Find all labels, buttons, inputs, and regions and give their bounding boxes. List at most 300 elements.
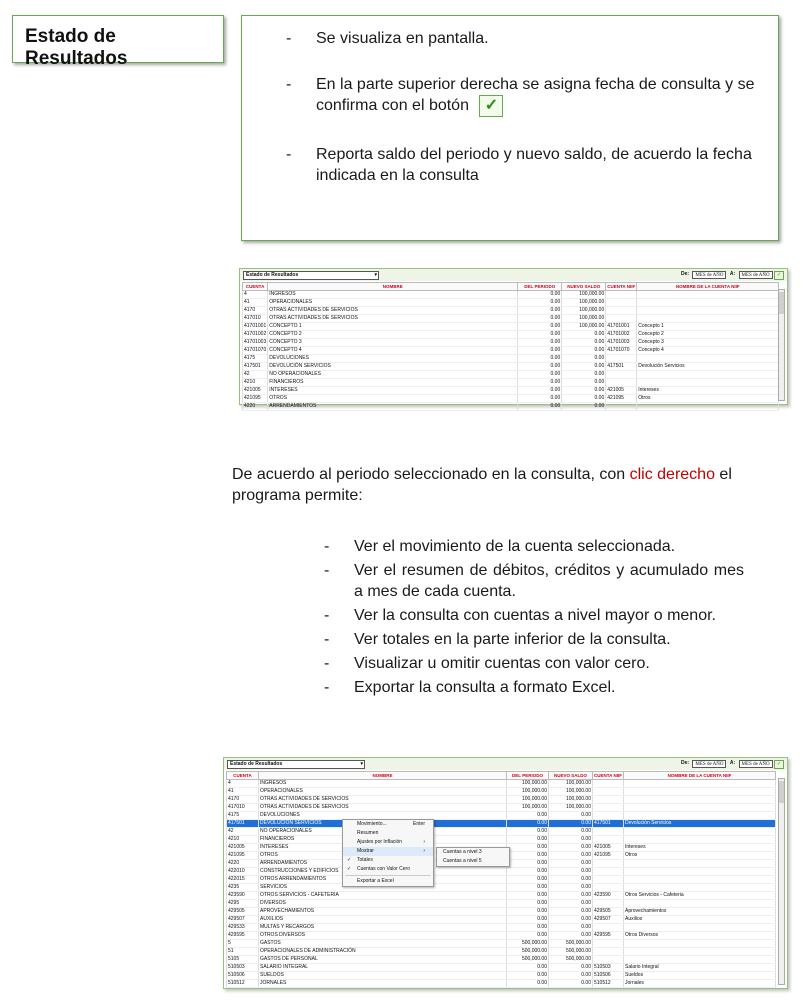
table-row[interactable] [227,892,776,900]
table-cell: 417010 [227,804,259,812]
table-cell: 0.00 [518,387,562,395]
table-row[interactable] [243,299,779,307]
table-cell: 0.00 [518,347,562,355]
table-cell: DEVOLUCIÓN SERVICIOS [259,820,507,828]
table-row[interactable] [227,804,776,812]
table-cell: OTROS [268,395,518,403]
table-row[interactable] [227,940,776,948]
table-cell: 429505 [593,908,624,916]
table-cell: OTROS DIVERSOS [259,932,507,940]
table-cell: 423590 [227,892,259,900]
table-cell: OTROS ARRENDAMIENTOS [259,876,507,884]
table-cell: MULTAS Y RECARGOS [259,924,507,932]
table-cell: 510506 [227,972,259,980]
table-cell [624,796,776,804]
table-cell: SERVICIOS [259,884,507,892]
table-cell: 0.00 [507,964,549,972]
table-cell [593,924,624,932]
table-row[interactable] [227,820,776,828]
table-cell: 0.00 [549,916,593,924]
feature-item: - Ver la consulta con cuentas a nivel mayor o menor. [324,607,716,624]
table-cell: 0.00 [549,892,593,900]
table-row[interactable] [227,964,776,972]
table-row[interactable] [243,331,779,339]
table-cell: CONCEPTO 3 [268,339,518,347]
table-cell: CONCEPTO 4 [268,347,518,355]
table-cell: 0.00 [549,884,593,892]
table-cell: Otros [624,852,776,860]
table-cell: 4170 [243,307,268,315]
table-cell: GASTOS DE PERSONAL [259,956,507,964]
date-to-input[interactable]: MES de AÑO [739,271,773,279]
table-cell: 0.00 [507,916,549,924]
table-cell: 429595 [593,932,624,940]
menu-mostrar[interactable]: Mostrar › [343,847,433,856]
table-row[interactable] [227,908,776,916]
table-row[interactable] [227,836,776,844]
table-cell [624,828,776,836]
table-cell: SALARIO INTEGRAL [259,964,507,972]
table-cell: 0.00 [507,900,549,908]
vertical-scrollbar[interactable] [778,289,785,401]
date-from-input[interactable]: MES de AÑO [692,760,726,768]
table-cell: CONCEPTO 2 [268,331,518,339]
table-cell: Intereses [637,387,779,395]
table-cell: 0.00 [562,387,606,395]
table-cell: Otros [637,395,779,403]
table-cell: 0.00 [562,403,606,411]
table-cell [593,860,624,868]
table-cell: JORNALES [259,980,507,988]
table-cell: 417501 [593,820,624,828]
menu-ajustes-inflacion[interactable]: Ajustes por Inflación › [357,839,425,845]
table-cell: 0.00 [549,980,593,988]
table-cell: 0.00 [518,371,562,379]
table-cell: 100,000.00 [507,796,549,804]
table-row[interactable] [227,932,776,940]
table-cell: 0.00 [518,339,562,347]
table-cell: 0.00 [507,924,549,932]
table-cell: 41701002 [244,331,267,337]
table-cell: Jornales [624,980,776,988]
table-row[interactable] [227,796,776,804]
table-row[interactable] [243,315,779,323]
table-row[interactable] [227,780,776,788]
table-cell: SUELDOS [259,972,507,980]
table-cell: 0.00 [507,820,549,828]
table-cell: 0.00 [549,924,593,932]
table-cell: 0.00 [562,347,606,355]
table-cell: INTERESES [259,844,507,852]
table-cell: 0.00 [549,900,593,908]
table-cell: 0.00 [549,908,593,916]
table-cell: 41701001 [244,323,267,329]
col-nombre[interactable]: NOMBRE [259,772,507,780]
table-cell [624,956,776,964]
table-cell: 0.00 [562,395,606,403]
table-cell: 41701002 [606,331,637,339]
table-cell: 417501 [606,363,637,371]
col-cuenta-niif[interactable]: CUENTA NIIF [607,284,636,289]
table-row[interactable] [227,788,776,796]
table-cell [624,812,776,820]
table-row[interactable] [243,371,779,379]
table-cell [593,900,624,908]
table-cell: 0.00 [562,363,606,371]
col-nombre[interactable]: NOMBRE [268,283,518,291]
table-cell: 421005 [227,844,259,852]
table-cell: 0.00 [549,844,593,852]
table-cell: OPERACIONALES DE ADMINISTRACIÓN [259,948,507,956]
table-cell: 4210 [227,836,259,844]
table-cell [593,956,624,964]
table-cell [606,371,637,379]
table-cell: 4175 [227,812,259,820]
table-cell [624,900,776,908]
table-row[interactable] [243,363,779,371]
table-cell [637,403,779,411]
table-cell: 4170 [227,796,259,804]
table-cell: 0.00 [507,972,549,980]
table-cell: 4220 [227,860,259,868]
table-cell: 41701001 [606,323,637,331]
col-cuenta-niif[interactable]: CUENTA NIIF [594,773,622,778]
col-nombre-niif[interactable]: NOMBRE DE LA CUENTA NIIF [637,283,779,291]
table-cell: 100,000.00 [507,788,549,796]
menu-resumen[interactable]: Resumen [357,830,379,836]
table-cell: 510503 [593,964,624,972]
submenu-arrow-icon: › [423,839,425,845]
table-cell: 417501 [243,363,268,371]
table-row[interactable] [243,291,779,299]
table-cell: APROVECHAMIENTOS [259,908,507,916]
table-row[interactable] [227,868,776,876]
table-cell: 0.00 [549,828,593,836]
table-cell: 0.00 [507,812,549,820]
table-cell: 0.00 [518,307,562,315]
menu-nivel-5[interactable]: Cuentas a nivel 5 [443,858,482,864]
table-cell: 0.00 [549,876,593,884]
table-cell: 500,000.00 [507,940,549,948]
table-row[interactable] [227,956,776,964]
table-cell [593,836,624,844]
table-cell: 5105 [227,956,259,964]
table-cell: 423590 [593,892,624,900]
table-cell: 0.00 [507,892,549,900]
table-cell [606,379,637,387]
table-cell: Aprovechamientos [624,908,776,916]
table-cell: 5 [227,940,259,948]
menu-totales[interactable]: ✓ Totales [347,857,373,863]
table-row[interactable] [227,828,776,836]
table-cell: DEVOLUCIÓN SERVICIOS [268,363,518,371]
table-row[interactable] [227,948,776,956]
table-cell: 0.00 [507,828,549,836]
context-menu [342,819,434,887]
confirm-check-button[interactable]: ✓ [774,760,784,769]
table-cell [606,291,637,299]
table-cell: 0.00 [518,363,562,371]
table-cell: 0.00 [562,339,606,347]
table-cell: OPERACIONALES [268,299,518,307]
table-cell: 0.00 [507,844,549,852]
table-cell: 500,000.00 [507,948,549,956]
table-cell: 4 [227,780,259,788]
table-cell: 100,000.00 [549,780,593,788]
submenu-mostrar [436,847,510,867]
date-from-input[interactable]: MES de AÑO [692,271,726,279]
table-cell: OTRAS ACTIVIDADES DE SERVICIOS [268,307,518,315]
table-cell: 100,000.00 [549,788,593,796]
table-cell: Otros Servicios - Cafeteria [624,892,776,900]
table-cell: 0.00 [507,860,549,868]
table-cell: 417010 [243,315,268,323]
table-cell: 510503 [227,964,259,972]
table-cell: 4295 [227,900,259,908]
col-nuevo-saldo[interactable]: NUEVO SALDO [562,283,606,291]
table-cell: 421005 [606,387,637,395]
table-cell: 100,000.00 [562,307,606,315]
table-cell [593,884,624,892]
table-cell: 0.00 [549,868,593,876]
table-cell [593,780,624,788]
table-cell: ARRENDAMIENTOS [268,403,518,411]
report-screenshot-2 [223,757,788,989]
table-cell: DEVOLUCIONES [268,355,518,363]
table-cell: 4235 [227,884,259,892]
table-cell: 100,000.00 [562,323,606,331]
table-cell: 100,000.00 [549,804,593,812]
table-cell: Concepto 1 [637,323,779,331]
table-cell: 0.00 [549,972,593,980]
table-row[interactable] [243,387,779,395]
table-cell [637,379,779,387]
table-cell: 417501 [227,820,259,828]
table-cell [624,788,776,796]
table-cell: 429507 [593,916,624,924]
right-click-highlight: clic derecho [629,466,715,483]
table-cell: 0.00 [549,812,593,820]
table-row[interactable] [227,972,776,980]
table-cell: 422010 [227,868,259,876]
table-cell: OTRAS ACTIVIDADES DE SERVICIOS [259,804,507,812]
table-cell: 422015 [227,876,259,884]
table-cell: Devolución Servicios [624,820,776,828]
table-cell: 429505 [227,908,259,916]
table-cell [606,307,637,315]
table-cell: 4210 [243,379,268,387]
table-row[interactable] [243,307,779,315]
table-cell: 0.00 [518,315,562,323]
table-cell: 100,000.00 [549,796,593,804]
table-cell [624,884,776,892]
table-row[interactable] [227,876,776,884]
table-cell: 421005 [243,387,268,395]
table-cell: 0.00 [518,291,562,299]
table-cell: INTERESES [268,387,518,395]
date-to-input[interactable]: MES de AÑO [739,760,773,768]
right-click-intro: De acuerdo al periodo seleccionado en la consulta, con clic derecho el programa permite: [232,466,732,504]
col-nombre-niif[interactable]: NOMBRE DE LA CUENTA NIIF [624,772,776,780]
table-cell [593,804,624,812]
table-cell: 0.00 [549,836,593,844]
table-cell: 421095 [227,852,259,860]
confirm-check-button[interactable]: ✓ [774,271,784,280]
table-cell: FINANCIEROS [268,379,518,387]
intro-bullet-1: - Se visualiza en pantalla. [286,30,489,47]
col-cuenta[interactable]: CUENTA [227,772,259,780]
table-cell: 100,000.00 [507,804,549,812]
table-cell: Devolución Servicios [637,363,779,371]
table-row[interactable] [227,916,776,924]
check-icon: ✓ [347,857,352,863]
table-cell: 41701070 [244,347,267,353]
table-cell: 0.00 [549,860,593,868]
table-cell [606,299,637,307]
table-cell: OTRAS ACTIVIDADES DE SERVICIOS [268,315,518,323]
table-cell: 421095 [606,395,637,403]
table-row[interactable] [227,884,776,892]
table-cell [637,299,779,307]
table-cell: 0.00 [518,299,562,307]
table-row[interactable] [227,812,776,820]
intro-bullet-3: - Reporta saldo del periodo y nuevo saldo, de acuerdo la fecha indicada en la consulta [286,146,752,184]
menu-movimiento[interactable]: Movimiento... Enter [357,821,425,827]
table-cell: 41 [243,299,268,307]
table-cell: 500,000.00 [549,956,593,964]
table-cell [637,307,779,315]
table-row[interactable] [243,355,779,363]
table-cell [606,355,637,363]
table-cell [624,780,776,788]
table-cell: 0.00 [562,379,606,387]
col-del-periodo[interactable]: DEL PERIODO [518,283,562,291]
table-cell: 0.00 [518,379,562,387]
submenu-arrow-icon: › [423,848,425,854]
table-cell [624,868,776,876]
table-cell [624,836,776,844]
table-cell: 0.00 [549,932,593,940]
table-cell: 500,000.00 [507,956,549,964]
table-cell: Concepto 3 [637,339,779,347]
feature-item: - Ver el resumen de débitos, créditos y acumulado mes a mes de cada cuenta. [324,562,744,600]
table-cell: 0.00 [507,908,549,916]
menu-exportar-excel[interactable]: Exportar a Excel [357,878,394,884]
table-cell: 51 [227,948,259,956]
table-cell [593,948,624,956]
table-cell [593,940,624,948]
table-cell: 421095 [243,395,268,403]
report-screenshot-1 [239,268,788,409]
table-row[interactable] [243,323,779,331]
table-cell [624,860,776,868]
table-cell: 0.00 [518,331,562,339]
col-nuevo-saldo[interactable]: NUEVO SALDO [549,772,593,780]
table-cell [606,403,637,411]
table-cell: CONSTRUCCIONES Y EDIFICIOS [259,868,507,876]
table-cell: Concepto 4 [637,347,779,355]
table-cell: FINANCIEROS [259,836,507,844]
table-row[interactable] [227,900,776,908]
table-cell: OTROS [259,852,507,860]
table-row[interactable] [243,347,779,355]
table-cell [593,796,624,804]
table-cell: 4175 [243,355,268,363]
table-cell: 100,000.00 [562,315,606,323]
table-cell: 4220 [243,403,268,411]
table-cell: 100,000.00 [562,291,606,299]
table-cell: OPERACIONALES [259,788,507,796]
table-cell: 0.00 [507,836,549,844]
menu-cuentas-valor-cero[interactable]: ✓ Cuentas con Valor Cero [347,866,410,872]
table-row[interactable] [227,924,776,932]
table-cell: 41701003 [606,339,637,347]
date-range: De: MES de AÑO A: MES de AÑO ✓ [679,271,784,279]
table-cell: 0.00 [518,395,562,403]
table-cell [593,788,624,796]
table-cell: INGRESOS [259,780,507,788]
table-cell: INGRESOS [268,291,518,299]
table-cell: NO OPERACIONALES [268,371,518,379]
intro-bullet-2: - En la parte superior derecha se asigna fecha de consulta y se confirma con el botón ✓ [316,74,771,117]
table-cell [593,868,624,876]
table-row[interactable] [243,379,779,387]
table-row[interactable] [243,395,779,403]
table-cell: 42 [227,828,259,836]
report-selector[interactable]: Estado de Resultados ▾ [243,271,379,280]
feature-item: - Ver totales en la parte inferior de la consulta. [324,631,671,648]
vertical-scrollbar[interactable] [778,778,785,985]
section-title-box [12,15,224,69]
table-cell: 0.00 [518,355,562,363]
table-cell: 421095 [593,852,624,860]
table-cell [637,355,779,363]
table-cell: 0.00 [507,884,549,892]
table-row[interactable] [227,980,776,988]
feature-item: - Ver el movimiento de la cuenta seleccionada. [324,538,676,555]
table-cell [593,876,624,884]
table-cell: 0.00 [562,331,606,339]
report-selector[interactable]: Estado de Resultados ▾ [227,760,365,769]
menu-nivel-3[interactable]: Cuentas a nivel 3 [443,849,482,855]
table-cell: 0.00 [549,964,593,972]
table-cell: 0.00 [507,852,549,860]
table-cell: 0.00 [507,932,549,940]
table-cell: 0.00 [562,371,606,379]
table-cell: 41701070 [606,347,637,355]
table-cell [624,948,776,956]
table-row[interactable] [243,339,779,347]
confirm-check-icon: ✓ [479,95,503,117]
table-cell: 429595 [227,932,259,940]
table-cell [624,804,776,812]
table-cell: DEVOLUCIONES [259,812,507,820]
table-cell [606,315,637,323]
table-cell: ARRENDAMIENTOS [259,860,507,868]
table-cell: 510512 [227,980,259,988]
table-cell: DIVERSOS [259,900,507,908]
table-cell [593,812,624,820]
col-del-periodo[interactable]: DEL PERIODO [507,772,549,780]
table-cell: OTROS SERVICIOS - CAFETERIA [259,892,507,900]
feature-item: - Exportar la consulta a formato Excel. [324,679,616,696]
table-cell: 100,000.00 [507,780,549,788]
table-cell: 42 [243,371,268,379]
table-cell: Otros Diversos [624,932,776,940]
col-cuenta[interactable]: CUENTA [243,283,268,291]
table-row[interactable] [243,403,779,411]
table-cell: 0.00 [507,868,549,876]
